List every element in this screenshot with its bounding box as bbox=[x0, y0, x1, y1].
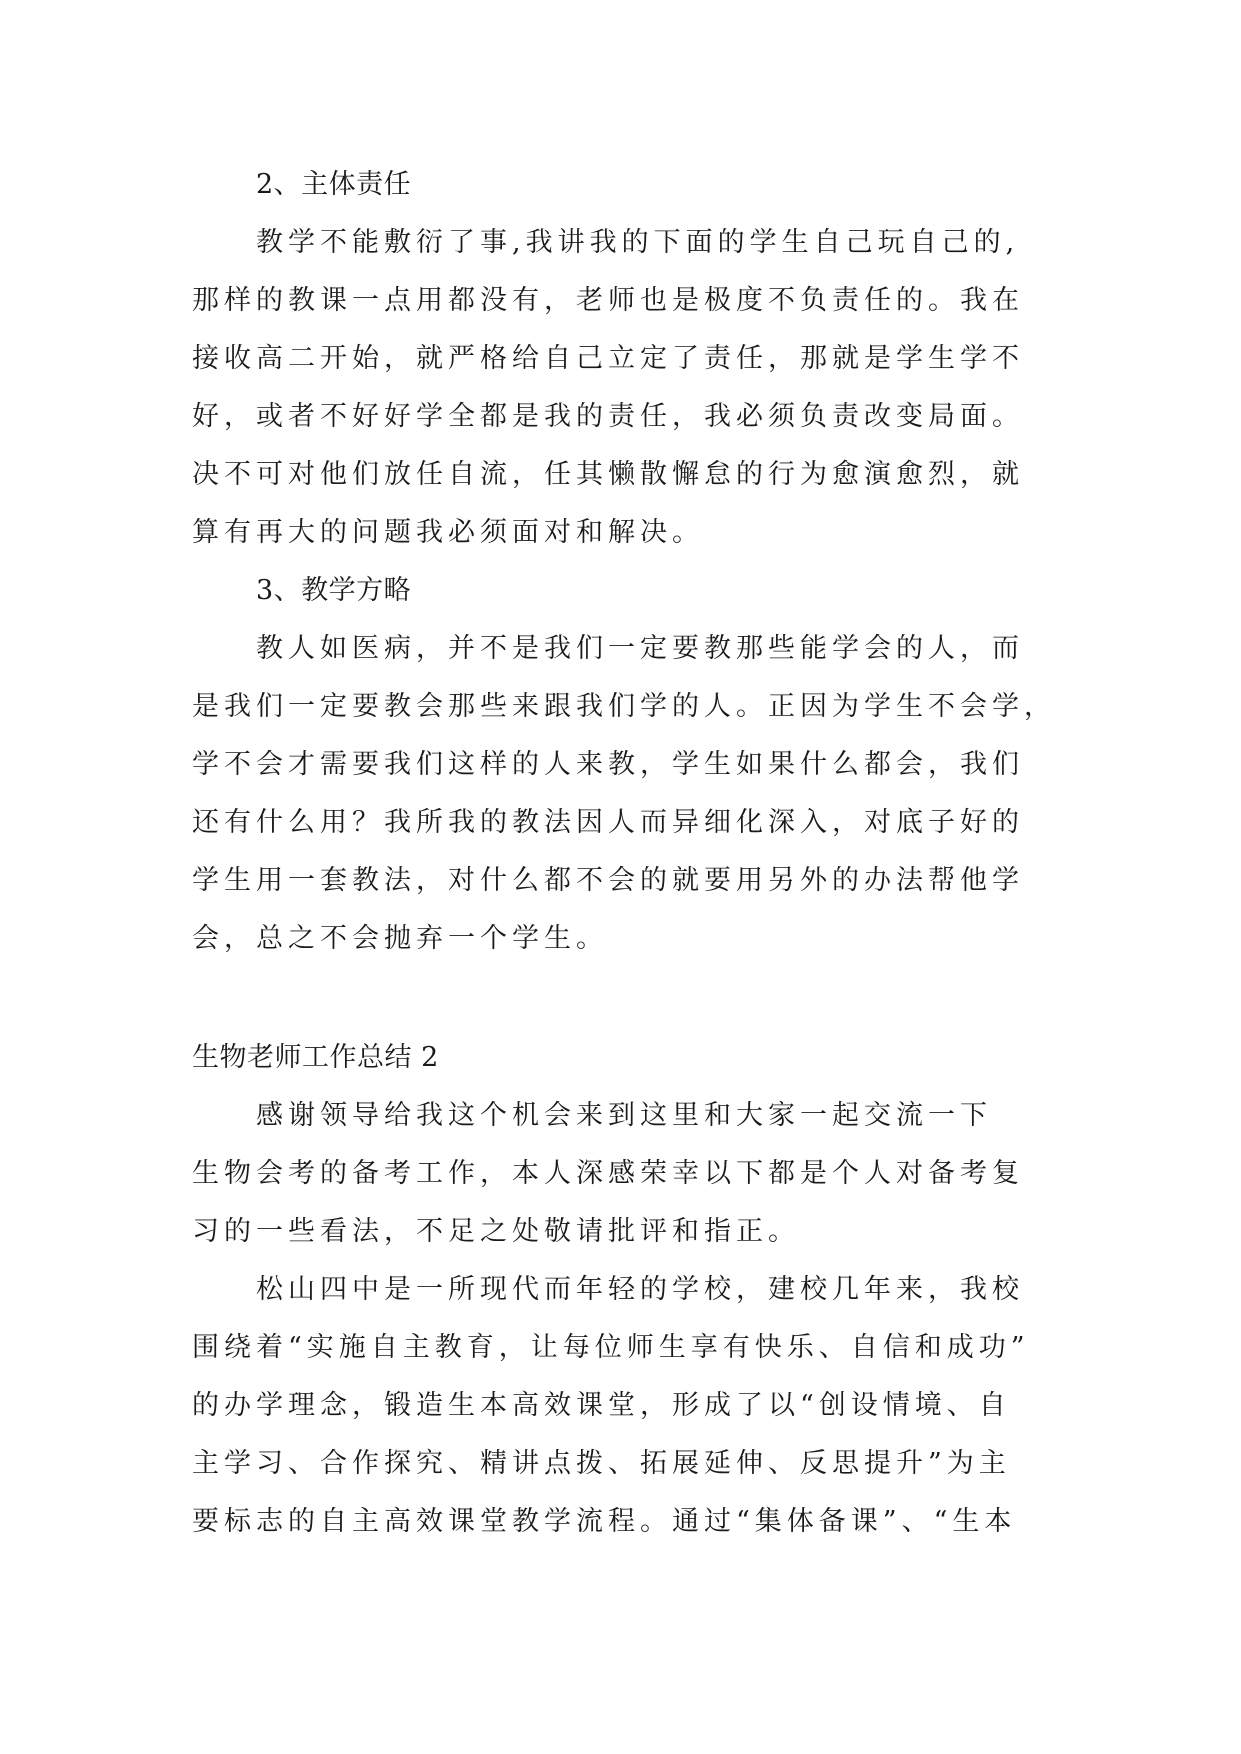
section-summary-2 bbox=[192, 1029, 1241, 1551]
paragraph-line: 主学习、合作探究、精讲点拨、拓展延伸、反思提升”为主 bbox=[192, 1448, 1011, 1479]
paragraph bbox=[192, 1261, 1241, 1551]
section-heading: 3、教学方略 bbox=[256, 575, 412, 606]
paragraph-line: 决不可对他们放任自流，任其懒散懈怠的行为愈演愈烈，就 bbox=[192, 459, 1024, 490]
paragraph-line: 习的一些看法，不足之处敬请批评和指正。 bbox=[192, 1216, 800, 1247]
paragraph-line: 松山四中是一所现代而年轻的学校，建校几年来，我校 bbox=[256, 1274, 1024, 1305]
paragraph bbox=[192, 620, 1241, 968]
paragraph-line: 感谢领导给我这个机会来到这里和大家一起交流一下 bbox=[256, 1100, 992, 1131]
paragraph-line: 学不会才需要我们这样的人来教，学生如果什么都会，我们 bbox=[192, 749, 1024, 780]
paragraph-line: 是我们一定要教会那些来跟我们学的人。正因为学生不会学， bbox=[192, 691, 1056, 722]
paragraph-line: 还有什么用？我所我的教法因人而异细化深入，对底子好的 bbox=[192, 807, 1024, 838]
paragraph-line: 的办学理念，锻造生本高效课堂，形成了以“创设情境、自 bbox=[192, 1390, 1011, 1421]
paragraph-line: 会，总之不会抛弃一个学生。 bbox=[192, 923, 608, 954]
paragraph-line: 那样的教课一点用都没有，老师也是极度不负责任的。我在 bbox=[192, 285, 1024, 316]
document-title: 生物老师工作总结 2 bbox=[192, 1042, 439, 1073]
paragraph-line: 围绕着“实施自主教育，让每位师生享有快乐、自信和成功” bbox=[192, 1332, 1030, 1363]
section-heading: 2、主体责任 bbox=[256, 169, 412, 200]
paragraph-line: 教学不能敷衍了事,我讲我的下面的学生自己玩自己的, bbox=[256, 227, 1020, 258]
paragraph bbox=[192, 214, 1241, 562]
section-main-responsibility bbox=[192, 156, 1241, 562]
paragraph-line: 好，或者不好好学全都是我的责任，我必须负责改变局面。 bbox=[192, 401, 1024, 432]
paragraph bbox=[192, 1087, 1241, 1261]
paragraph-line: 接收高二开始，就严格给自己立定了责任，那就是学生学不 bbox=[192, 343, 1024, 374]
paragraph-line: 学生用一套教法，对什么都不会的就要用另外的办法帮他学 bbox=[192, 865, 1024, 896]
paragraph-line: 教人如医病，并不是我们一定要教那些能学会的人，而 bbox=[256, 633, 1024, 664]
section-teaching-strategy bbox=[192, 562, 1241, 968]
paragraph-line: 要标志的自主高效课堂教学流程。通过“集体备课”、“生本 bbox=[192, 1506, 1017, 1537]
paragraph-line: 生物会考的备考工作，本人深感荣幸以下都是个人对备考复 bbox=[192, 1158, 1024, 1189]
paragraph-line: 算有再大的问题我必须面对和解决。 bbox=[192, 517, 704, 548]
